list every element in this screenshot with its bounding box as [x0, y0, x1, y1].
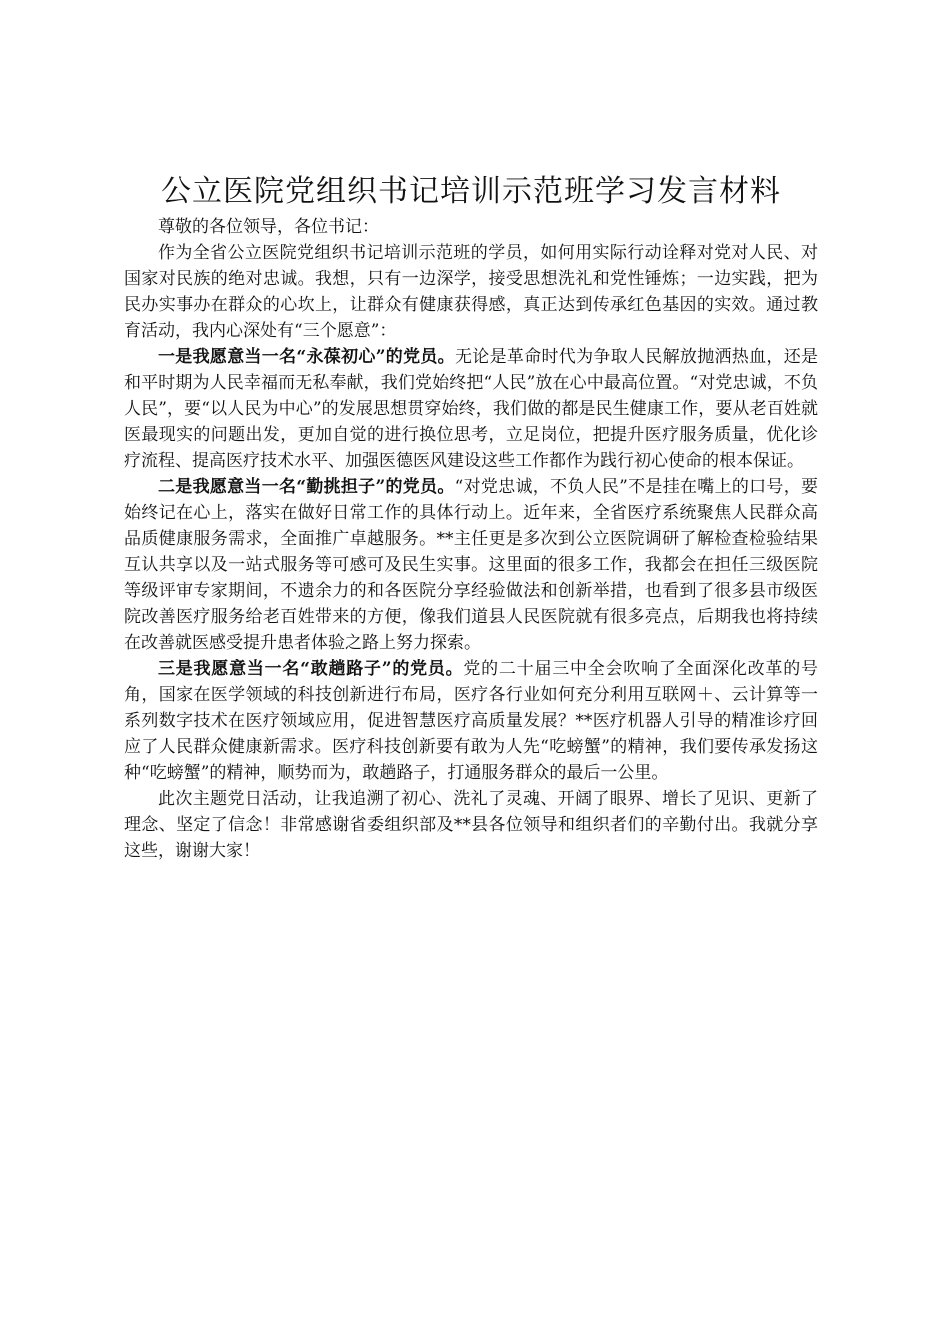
- document-body: [124, 170, 818, 864]
- document-title: 公立医院党组织书记培训示范班学习发言材料: [161, 174, 781, 209]
- intro-paragraph: 作为全省公立医院党组织书记培训示范班的学员，如何用实际行动诠释对党对人民、对国家对民族的绝对忠诚。我想，只有一边深学，接受思想洗礼和党性锤炼；一边实践，把为民办实事办在群众的心坎上，让群众有健康获得感，真正达到传承红色基因的实效。通过教育活动，我内心深处有“三个愿意”：: [124, 243, 818, 341]
- section-paragraph-3: [124, 656, 818, 786]
- section-body-3: 党的二十届三中全会吹响了全面深化改革的号角，国家在医学领域的科技创新进行布局，医疗各行业如何充分利用互联网＋、云计算等一系列数字技术在医疗领域应用，促进智慧医疗高质量发展？**医疗机器人引导的精准诊疗回应了人民群众健康新需求。医疗科技创新要有敢为人先“吃螃蟹”的精神，我们要传承发扬这种“吃螃蟹”的精神，顺势而为，敢趟路子，打通服务群众的最后一公里。: [124, 659, 818, 783]
- section-lead-2: 二是我愿意当一名“勤挑担子”的党员。: [158, 477, 455, 497]
- section-lead-3: 三是我愿意当一名“敢趟路子”的党员。: [158, 659, 464, 679]
- section-body-1: 无论是革命时代为争取人民解放抛洒热血，还是和平时期为人民幸福而无私奉献，我们党始终把“人民”放在心中最高位置。“对党忠诚，不负人民”，要“以人民为中心”的发展思想贯穿始终，我们做的都是民生健康工作，要从老百姓就医最现实的问题出发，更加自觉的进行换位思考，立足岗位，把提升医疗服务质量，优化诊疗流程、提高医疗技术水平、加强医德医风建设这些工作都作为践行初心使命的根本保证。: [124, 347, 819, 471]
- section-paragraph-1: [124, 344, 818, 474]
- section-body-2: “对党忠诚，不负人民”不是挂在嘴上的口号，要始终记在心上，落实在做好日常工作的具体行动上。近年来，全省医疗系统聚焦人民群众高品质健康服务需求，全面推广卓越服务。**主任更是多次到公立医院调研了解检查检验结果互认共享以及一站式服务等可感可及民生实事。这里面的很多工作，我都会在担任三级医院等级评审专家期间，不遗余力的和各医院分享经验做法和创新举措，也看到了很多县市级医院改善医疗服务给老百姓带来的方便，像我们道县人民医院就有很多亮点，后期我也将持续在改善就医感受提升患者体验之路上努力探索。: [124, 477, 818, 653]
- section-paragraph-2: [124, 474, 818, 656]
- section-lead-1: 一是我愿意当一名“永葆初心”的党员。: [158, 347, 455, 367]
- closing-paragraph: 此次主题党日活动，让我追溯了初心、洗礼了灵魂、开阔了眼界、增长了见识、更新了理念、坚定了信念！非常感谢省委组织部及**县各位领导和组织者们的辛勤付出。我就分享这些，谢谢大家！: [124, 789, 818, 861]
- salutation: 尊敬的各位领导，各位书记：: [158, 217, 379, 237]
